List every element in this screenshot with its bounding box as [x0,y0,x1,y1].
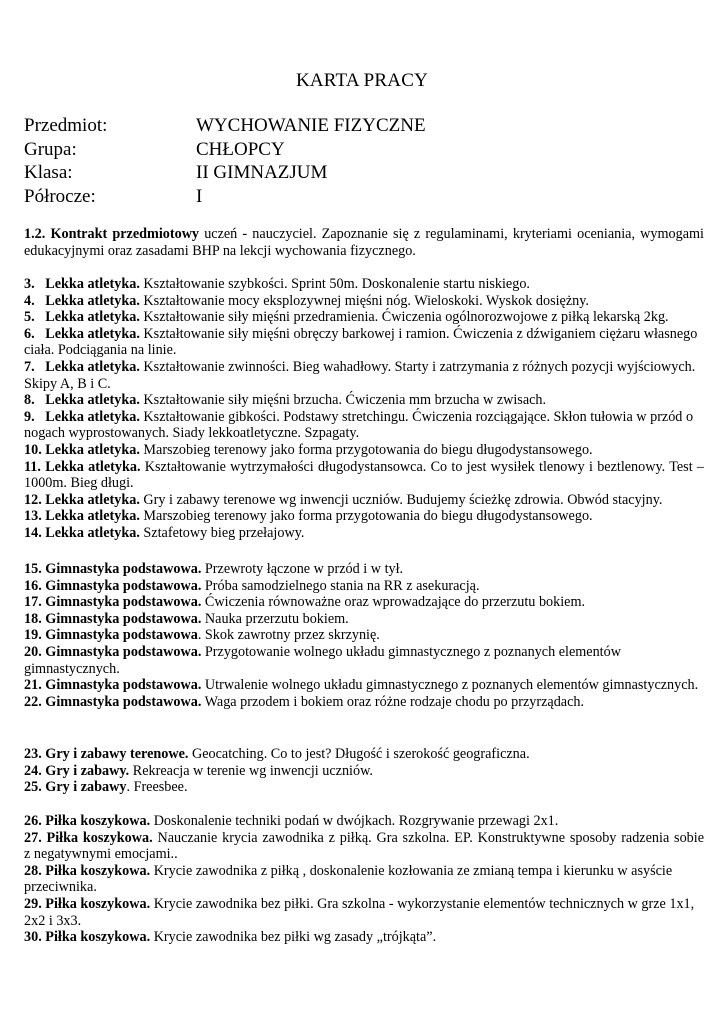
list-item [24,276,704,293]
item-number: 27. [24,829,42,846]
subject-info [24,114,426,208]
list-item [24,392,704,409]
item-title: Gimnastyka podstawowa. [45,577,202,594]
item-title: Gimnastyka podstawowa. [45,594,202,611]
item-text: Kształtowanie wytrzymałości długodystansowca. Co to jest wysiłek tlenowy i beztlenowy. Test – 1000m. Bieg długi. [24,458,704,492]
item-number: 13. [24,508,42,525]
list-item [24,627,704,644]
item-text: Waga przodem i bokiem oraz różne rodzaje chodu po przyrządach. [201,693,585,710]
item-number: 20. [24,643,42,660]
list-item [24,677,704,694]
list-item [24,561,704,578]
item-number: 17. [24,594,42,611]
item-number: 14. [24,524,42,541]
item-text: . Freesbee. [126,779,188,796]
item-number: 18. [24,610,42,627]
item-title: Gimnastyka podstawowa. [45,693,202,710]
item-text: Sztafetowy bieg przełajowy. [139,524,305,541]
list-item [24,578,704,595]
item-title: Lekka atletyka. [45,524,140,541]
meta-label: Półrocze: [24,185,96,207]
meta-label: Klasa: [24,162,73,183]
meta-row-semester [24,185,426,209]
item-title: Piłka koszykowa. [45,862,151,879]
list-item [24,813,704,830]
item-number: 28. [24,862,42,879]
item-number: 30. [24,929,42,946]
list-item [24,525,704,542]
item-text: Marszobieg terenowy jako forma przygotowania do biegu długodystansowego. [139,508,593,525]
list-item [24,746,704,763]
item-number: 4. [24,292,35,309]
item-text: Próba samodzielnego stania na RR z asekuracją. [201,577,480,594]
item-number: 8. [24,392,35,409]
list-item [24,594,704,611]
item-number: 29. [24,895,42,912]
item-text: Krycie zawodnika bez piłki. Gra szkolna - wykorzystanie elementów technicznych w grze 1x1, 2x2 i 3x3. [24,895,695,929]
meta-row-group [24,138,426,162]
item-text: Rekreacja w terenie wg inwencji uczniów. [129,762,373,779]
page-title: KARTA PRACY [295,70,429,91]
item-title: Lekka atletyka. [45,309,140,326]
intro-item [24,226,704,259]
list-item [24,644,704,677]
item-number: 15. [24,561,42,577]
list-item [24,694,704,711]
list-item [24,459,704,492]
meta-label: Grupa: [24,138,77,160]
item-number: 12. [24,491,42,508]
item-text: Krycie zawodnika bez piłki wg zasady „trójkąta”. [150,929,437,946]
item-text: Nauczanie krycia zawodnika z piłką. Gra szkolna. EP. Konstruktywne sposoby radzenia sobie z negatywnymi emocjami.. [24,829,722,863]
item-number: 25. [24,779,42,796]
item-text: Kształtowanie gibkości. Podstawy stretchingu. Ćwiczenia rozciągające. Skłon tułowia w przód o nogach wyprostowanych. Siady lekkoatletyczne. Szpagaty. [24,408,694,442]
list-item [24,508,704,525]
item-title: Gimnastyka podstawowa. [45,561,202,577]
meta-value: CHŁOPCY [196,138,285,160]
item-number: 7. [24,358,35,375]
list-item [24,829,722,863]
list-item [24,492,704,509]
item-title: Gry i zabawy [45,779,127,796]
item-number: 11. [24,458,41,475]
item-text: . Skok zawrotny przez skrzynię. [197,627,380,644]
item-title: Piłka koszykowa. [45,895,151,912]
item-text: Kształtowanie siły mięśni brzucha. Ćwiczenia mm brzucha w zwisach. [139,392,547,409]
item-number: 19. [24,627,42,644]
item-title: Lekka atletyka. [45,508,140,525]
meta-label: Przedmiot: [24,115,108,136]
item-title: Lekka atletyka. [45,325,140,342]
item-title: Lekka atletyka. [45,441,140,458]
item-title: Lekka atletyka. [45,392,140,409]
item-title: Gimnastyka podstawowa. [45,677,202,694]
item-title: Piłka koszykowa. [45,813,151,829]
item-title: Lekka atletyka. [45,358,140,375]
item-text: Kształtowanie zwinności. Bieg wahadłowy. Starty i zatrzymania z różnych pozycji wyjściowych. Skipy A, B i C. [24,358,696,392]
list-item [24,611,704,628]
item-text: Ćwiczenia równoważne oraz wprowadzające do przerzutu bokiem. [201,594,586,611]
item-text: Kształtowanie szybkości. Sprint 50m. Doskonalenie startu niskiego. [139,276,530,292]
item-text: Utrwalenie wolnego układu gimnastycznego z poznanych elementów gimnastycznych. [201,677,699,694]
item-text: Krycie zawodnika z piłką , doskonalenie kozłowania ze zmianą tempa i kierunku w asyście przeciwnika. [24,862,673,896]
item-number: 3. [24,276,35,292]
list-item [24,896,704,929]
item-text: Geocatching. Co to jest? Długość i szerokość geograficzna. [188,746,530,762]
meta-row-class [24,161,426,185]
gymnastics-section [24,561,704,710]
intro-section [24,226,704,259]
list-item [24,309,704,326]
item-number: 10. [24,441,42,458]
item-number: 24. [24,762,42,779]
item-text: Kształtowanie mocy eksplozywnej mięśni nóg. Wieloskoki. Wyskok dosiężny. [139,292,589,309]
item-title: Lekka atletyka. [45,491,140,508]
item-title: Gimnastyka podstawowa [45,627,198,644]
list-item [24,442,704,459]
item-text: Kształtowanie siły mięśni obręczy barkowej i ramion. Ćwiczenia z dźwiganiem ciężaru własnego ciała. Podciągania na linie. [24,325,698,359]
item-title: Piłka koszykowa. [46,829,153,846]
list-item [24,763,704,780]
item-number: 22. [24,693,42,710]
list-item [24,779,704,796]
item-title: Lekka atletyka. [45,276,140,292]
item-text: uczeń - nauczyciel. Zapoznanie się z regulaminami, kryteriami oceniania, wymogami edukacyjnymi oraz zasadami BHP na lekcji wychowania fizycznego. [24,226,704,259]
item-title: Gimnastyka podstawowa. [45,610,202,627]
item-title: Gimnastyka podstawowa. [45,643,202,660]
list-item [24,359,704,392]
item-number: 5. [24,309,35,326]
meta-row-subject [24,114,426,138]
item-number: 9. [24,408,35,425]
item-number: 21. [24,677,42,694]
item-text: Marszobieg terenowy jako forma przygotowania do biegu długodystansowego. [139,441,593,458]
item-text: Przygotowanie wolnego układu gimnastycznego z poznanych elementów gimnastycznych. [24,643,621,677]
item-number: 26. [24,813,42,829]
item-text: Nauka przerzutu bokiem. [201,610,349,627]
item-text: Kształtowanie siły mięśni przedramienia. Ćwiczenia ogólnorozwojowe z piłką lekarską 2kg. [139,309,669,326]
meta-value: WYCHOWANIE FIZYCZNE [196,115,426,136]
item-number: 16. [24,577,42,594]
list-item [24,863,704,896]
item-number: 6. [24,325,35,342]
list-item [24,326,704,359]
meta-value: I [196,185,203,207]
item-title: Lekka atletyka. [45,408,140,425]
item-text: Doskonalenie techniki podań w dwójkach. Rozgrywanie przewagi 2x1. [150,813,559,829]
basketball-section [24,813,722,946]
item-title: Lekka atletyka. [45,292,140,309]
item-title: Gry i zabawy. [45,762,130,779]
item-number: 1.2. [24,226,46,242]
meta-value: II GIMNAZJUM [196,162,328,183]
item-title: Lekka atletyka. [45,458,141,475]
athletics-section [24,276,704,542]
list-item [24,293,704,310]
item-number: 23. [24,746,42,762]
list-item [24,409,704,442]
item-title: Gry i zabawy terenowe. [45,746,189,762]
item-title: Kontrakt przedmiotowy [50,226,200,242]
item-text: Przewroty łączone w przód i w tył. [201,561,404,577]
item-title: Piłka koszykowa. [45,929,151,946]
games-section [24,746,704,796]
item-text: Gry i zabawy terenowe wg inwencji uczniów. Budujemy ścieżkę zdrowia. Obwód stacyjny. [139,491,663,508]
list-item [24,929,704,946]
